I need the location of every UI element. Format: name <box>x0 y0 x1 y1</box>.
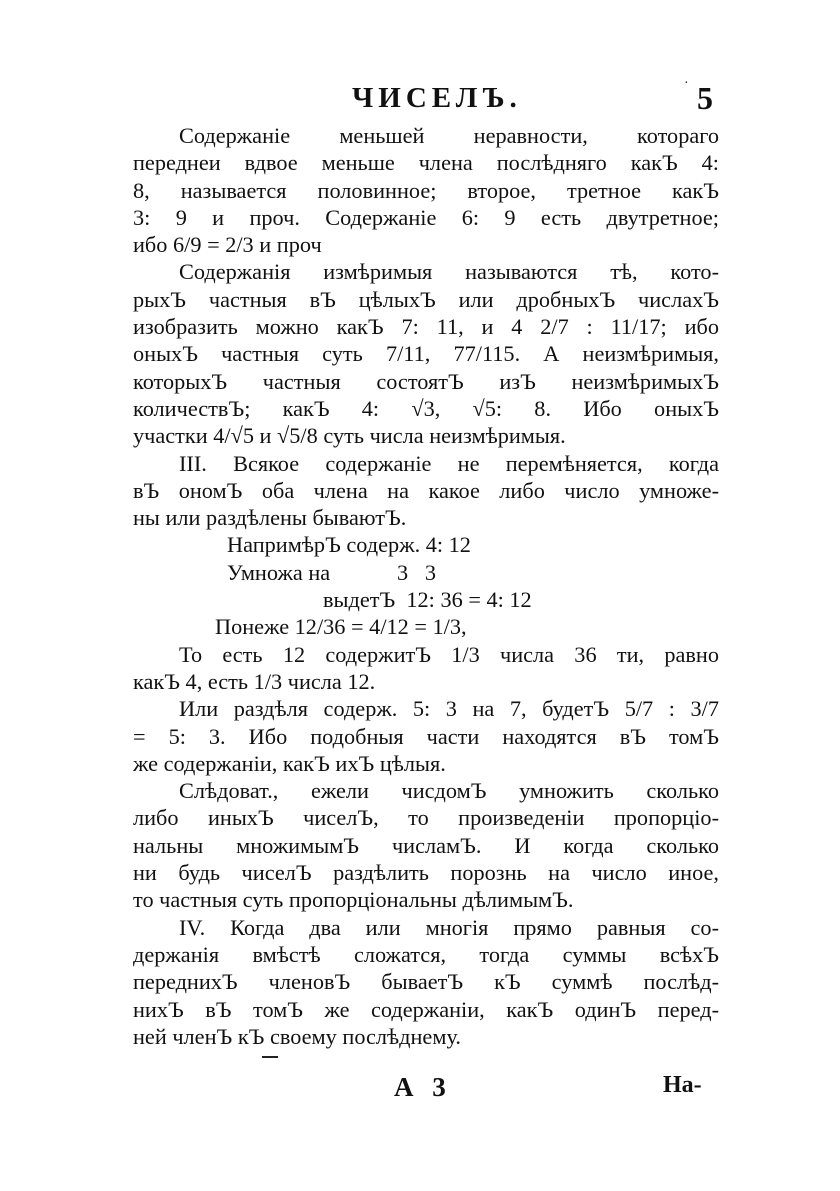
text-line: количествЪ; какЪ 4: √3, √5: 8. Ибо оныхЪ <box>133 395 719 421</box>
text-line: ни будь чиселЪ раздѣлить порознь на число иное, <box>133 860 719 886</box>
text-line: изобразить можно какЪ 7: 11, и 4 2/7 : 11/17; ибо <box>133 314 719 340</box>
paragraph-consequently <box>133 777 719 913</box>
body-text <box>133 122 719 1050</box>
text-line: рыхЪ частныя вЪ цѣлыхЪ или дробныхЪ числахЪ <box>133 286 719 312</box>
example-row: Понеже 12/36 = 4/12 = 1/3, <box>215 614 467 640</box>
text-line: которыхЪ частныя состоятЪ изЪ неизмѣримыхЪ <box>133 368 719 394</box>
example-row: Умножа на 3 3 <box>227 559 437 585</box>
text-line: ибо 6/9 = 2/3 и проч <box>133 232 322 258</box>
worked-example <box>133 531 719 640</box>
signature-mark: А 3 <box>394 1072 452 1102</box>
text-line: ны или раздѣлены бываютЪ. <box>133 505 407 531</box>
text-line: либо иныхЪ чиселЪ, то произведеніи пропорціо- <box>133 805 719 831</box>
example-row: выдетЪ 12: 36 = 4: 12 <box>323 587 532 613</box>
text-line: Слѣдоват., ежели чисдомЪ умножить сколько <box>179 778 719 804</box>
page-number: 5 <box>697 80 713 116</box>
text-line: нихЪ вЪ томЪ же содержаніи, какЪ одинЪ перед- <box>133 996 719 1022</box>
text-line: участки 4/√5 и √5/8 суть числа неизмѣримыя. <box>133 423 566 449</box>
text-line: нальны множимымЪ числамЪ. И когда сколько <box>133 832 719 858</box>
paragraph-ratio-inequality <box>133 122 719 258</box>
ink-dot: · <box>684 76 689 91</box>
text-line: переднихЪ членовЪ бываетЪ кЪ суммѣ послѣд- <box>133 969 719 995</box>
short-rule <box>262 1056 278 1058</box>
catchword: На- <box>663 1072 702 1098</box>
text-line: оныхЪ частныя суть 7/11, 77/115. А неизмѣримыя, <box>133 341 719 367</box>
text-line: III. Всякое содержаніе не перемѣняется, когда <box>179 450 719 476</box>
text-line: 8, называется половинное; второе, третное какЪ <box>133 177 719 203</box>
text-line: = 5: 3. Ибо подобныя части находятся вЪ томЪ <box>133 723 719 749</box>
paragraph-that-is <box>133 641 719 696</box>
paragraph-division <box>133 695 719 777</box>
paragraph-section-iv <box>133 914 719 1050</box>
text-line: 3: 9 и проч. Содержаніе 6: 9 есть двутретное; <box>133 204 719 230</box>
example-row: НапримѣрЪ содерж. 4: 12 <box>227 532 471 558</box>
text-line: IV. Когда два или многія прямо равныя со- <box>179 914 719 940</box>
text-line: переднеи вдвое меньше члена послѣдняго какЪ 4: <box>133 150 719 176</box>
text-line: то частныя суть пропорціональны дѣлимымЪ. <box>133 887 574 913</box>
text-line: держанія вмѣстѣ сложатся, тогда суммы всѣхЪ <box>133 941 719 967</box>
text-line: Содержаніе меньшей неравности, котораго <box>179 123 719 148</box>
paragraph-measurable-ratios <box>133 258 719 449</box>
running-head: ЧИСЕЛЪ. <box>352 82 522 114</box>
text-line: ней членЪ кЪ своему послѣднему. <box>133 1023 461 1049</box>
text-line: какЪ 4, есть 1/3 числа 12. <box>133 668 376 694</box>
page-footer <box>0 1072 840 1112</box>
text-line: Или раздѣля содерж. 5: 3 на 7, будетЪ 5/7 : 3/7 <box>179 696 719 722</box>
text-line: То есть 12 содержитЪ 1/3 числа 36 ти, равно <box>179 641 719 667</box>
paragraph-section-iii <box>133 450 719 532</box>
text-line: вЪ ономЪ оба члена на какое либо число умноже- <box>133 477 719 503</box>
page-header <box>0 76 840 122</box>
text-line: же содержаніи, какЪ ихЪ цѣлыя. <box>133 750 446 776</box>
text-line: Содержанія измѣримыя называются тѣ, кото- <box>179 259 719 285</box>
